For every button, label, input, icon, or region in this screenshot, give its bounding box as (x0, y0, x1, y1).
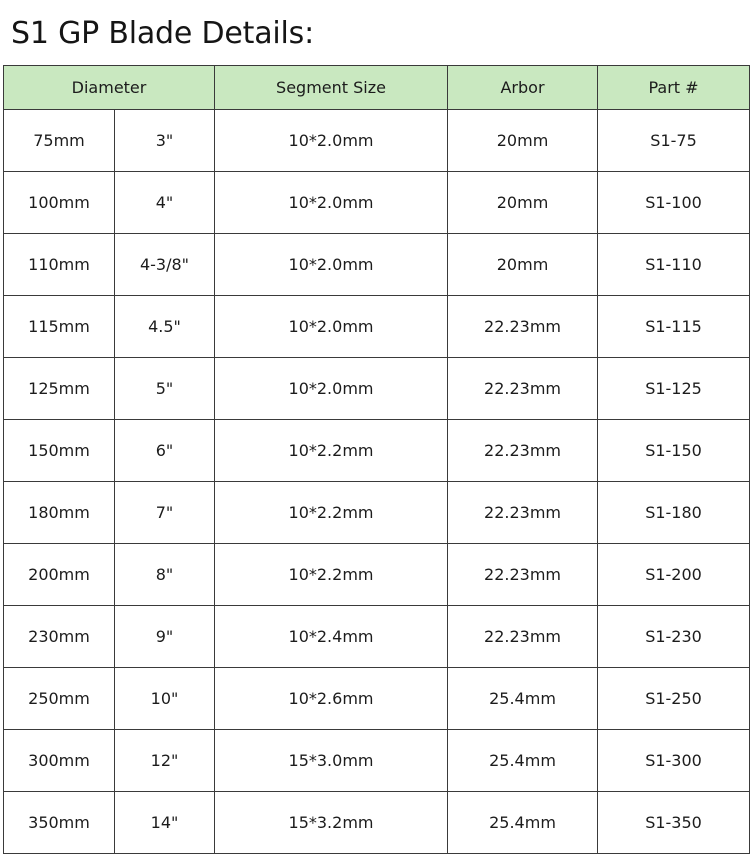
table-row (4, 668, 750, 730)
diameter-mm-cell: 115mm (4, 296, 115, 358)
arbor-cell: 22.23mm (448, 544, 598, 606)
table-row (4, 296, 750, 358)
part-number-cell: S1-100 (598, 172, 750, 234)
header-row (4, 66, 750, 110)
segment-size-cell: 10*2.2mm (215, 544, 448, 606)
table-row (4, 792, 750, 854)
segment-size-cell: 10*2.2mm (215, 482, 448, 544)
part-number-cell: S1-110 (598, 234, 750, 296)
part-number-cell: S1-125 (598, 358, 750, 420)
diameter-inch-cell: 9" (115, 606, 215, 668)
arbor-cell: 20mm (448, 234, 598, 296)
segment-size-cell: 10*2.6mm (215, 668, 448, 730)
table-row (4, 234, 750, 296)
blade-specs-table (3, 65, 750, 854)
segment-size-cell: 15*3.2mm (215, 792, 448, 854)
diameter-inch-cell: 4" (115, 172, 215, 234)
part-number-cell: S1-115 (598, 296, 750, 358)
diameter-mm-cell: 75mm (4, 110, 115, 172)
arbor-cell: 22.23mm (448, 482, 598, 544)
part-number-cell: S1-230 (598, 606, 750, 668)
part-number-cell: S1-250 (598, 668, 750, 730)
arbor-cell: 25.4mm (448, 730, 598, 792)
part-number-cell: S1-150 (598, 420, 750, 482)
diameter-inch-cell: 3" (115, 110, 215, 172)
segment-size-cell: 10*2.2mm (215, 420, 448, 482)
arbor-cell: 20mm (448, 172, 598, 234)
diameter-inch-cell: 6" (115, 420, 215, 482)
arbor-cell: 22.23mm (448, 606, 598, 668)
header-segment-size: Segment Size (215, 66, 448, 110)
table-row (4, 358, 750, 420)
header-part-number: Part # (598, 66, 750, 110)
diameter-inch-cell: 8" (115, 544, 215, 606)
segment-size-cell: 15*3.0mm (215, 730, 448, 792)
diameter-inch-cell: 7" (115, 482, 215, 544)
diameter-mm-cell: 300mm (4, 730, 115, 792)
diameter-inch-cell: 14" (115, 792, 215, 854)
diameter-mm-cell: 250mm (4, 668, 115, 730)
table-row (4, 730, 750, 792)
diameter-mm-cell: 180mm (4, 482, 115, 544)
segment-size-cell: 10*2.4mm (215, 606, 448, 668)
diameter-mm-cell: 230mm (4, 606, 115, 668)
part-number-cell: S1-350 (598, 792, 750, 854)
table-row (4, 606, 750, 668)
segment-size-cell: 10*2.0mm (215, 172, 448, 234)
diameter-mm-cell: 150mm (4, 420, 115, 482)
table-header (4, 66, 750, 110)
part-number-cell: S1-180 (598, 482, 750, 544)
segment-size-cell: 10*2.0mm (215, 234, 448, 296)
table-row (4, 110, 750, 172)
diameter-inch-cell: 4.5" (115, 296, 215, 358)
arbor-cell: 22.23mm (448, 296, 598, 358)
arbor-cell: 25.4mm (448, 792, 598, 854)
table-row (4, 172, 750, 234)
diameter-mm-cell: 100mm (4, 172, 115, 234)
diameter-inch-cell: 4-3/8" (115, 234, 215, 296)
arbor-cell: 22.23mm (448, 358, 598, 420)
page-title: S1 GP Blade Details: (11, 16, 314, 51)
diameter-inch-cell: 10" (115, 668, 215, 730)
part-number-cell: S1-200 (598, 544, 750, 606)
arbor-cell: 22.23mm (448, 420, 598, 482)
arbor-cell: 25.4mm (448, 668, 598, 730)
diameter-inch-cell: 5" (115, 358, 215, 420)
part-number-cell: S1-75 (598, 110, 750, 172)
diameter-mm-cell: 125mm (4, 358, 115, 420)
header-diameter: Diameter (4, 66, 215, 110)
segment-size-cell: 10*2.0mm (215, 296, 448, 358)
segment-size-cell: 10*2.0mm (215, 358, 448, 420)
table-row (4, 420, 750, 482)
diameter-mm-cell: 350mm (4, 792, 115, 854)
table-body (4, 110, 750, 854)
table-row (4, 482, 750, 544)
diameter-mm-cell: 200mm (4, 544, 115, 606)
diameter-mm-cell: 110mm (4, 234, 115, 296)
arbor-cell: 20mm (448, 110, 598, 172)
diameter-inch-cell: 12" (115, 730, 215, 792)
header-arbor: Arbor (448, 66, 598, 110)
table-row (4, 544, 750, 606)
segment-size-cell: 10*2.0mm (215, 110, 448, 172)
part-number-cell: S1-300 (598, 730, 750, 792)
